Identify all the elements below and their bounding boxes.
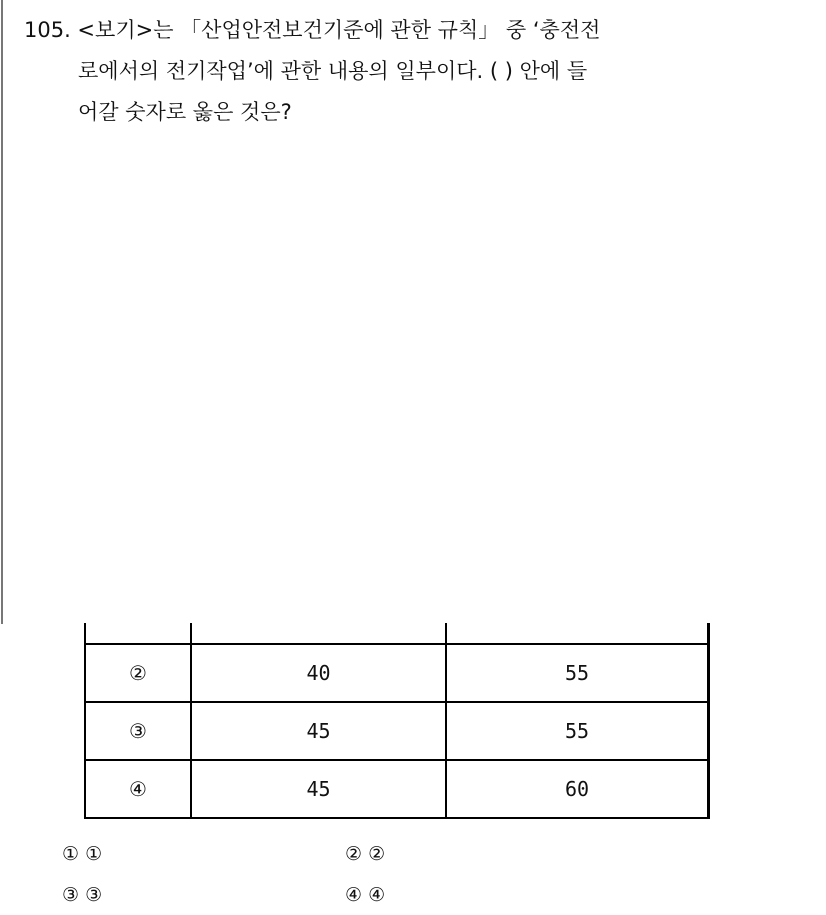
row-value-2: 60 [446,760,709,818]
row-value-2: 55 [446,644,709,702]
question-text [24,10,814,133]
question-line-3: 어갈 숫자로 옳은 것은? [78,100,292,124]
table-row [85,760,709,818]
answer-table [84,623,710,819]
row-label: ③ [85,702,191,760]
row-label: ④ [85,760,191,818]
table-row [85,644,709,702]
row-value-1: 45 [191,760,446,818]
row-value-2: 55 [446,702,709,760]
row-label: ② [85,644,191,702]
table-row [85,702,709,760]
choice-1[interactable]: ① ① [62,843,103,865]
question-line-2: 로에서의 전기작업’에 관한 내용의 일부이다. ( ) 안에 들 [78,59,588,83]
table-row-cut [85,623,709,644]
row-value-1: 45 [191,702,446,760]
left-border-rule [1,0,3,624]
row-value-1: 40 [191,644,446,702]
choice-4[interactable]: ④ ④ [345,884,386,906]
choice-3[interactable]: ③ ③ [62,884,103,906]
choice-2[interactable]: ② ② [345,843,386,865]
question-line-1: 105. <보기>는 「산업안전보건기준에 관한 규칙」 중 ‘충전전 [24,18,601,42]
